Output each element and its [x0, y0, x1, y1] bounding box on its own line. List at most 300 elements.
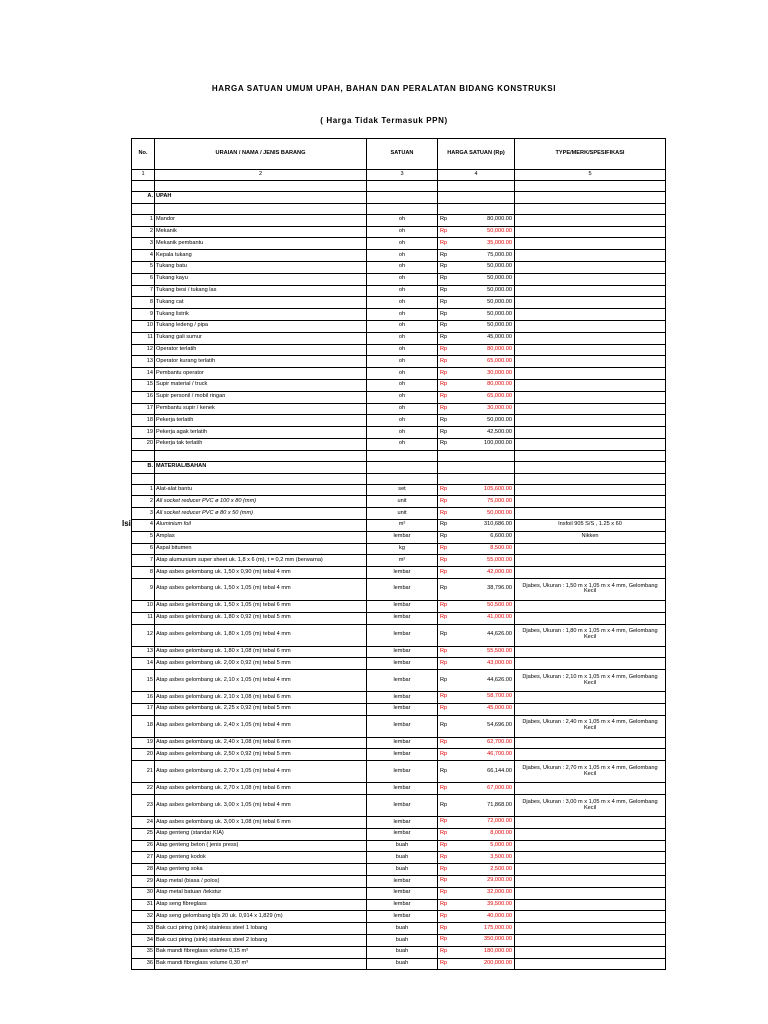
item-description: Bak mandi fibreglass volume 0,30 m³: [155, 958, 367, 970]
item-unit: oh: [367, 297, 438, 309]
table-row: [132, 911, 666, 923]
table-row: [132, 438, 666, 450]
table-row: [132, 320, 666, 332]
item-spec: [515, 379, 666, 391]
price-value: 65,000.00: [487, 393, 512, 400]
price-value: 50,000.00: [487, 509, 512, 516]
item-description: Atap seng fibreglass: [155, 899, 367, 911]
currency-label: Rp: [440, 216, 448, 223]
currency-label: Rp: [440, 631, 448, 638]
currency-label: Rp: [440, 298, 448, 305]
currency-label: Rp: [440, 659, 448, 666]
price-value: 41,000.00: [487, 614, 512, 621]
item-price-cell: [438, 273, 515, 285]
empty-cell: [438, 473, 515, 484]
price-value: 66,144.00: [487, 767, 512, 774]
item-number: 19: [132, 737, 155, 749]
item-spec: [515, 612, 666, 624]
item-price-cell: [438, 344, 515, 356]
price-value: 180,000.00: [484, 948, 512, 955]
item-price-cell: [438, 737, 515, 749]
item-price-cell: [438, 567, 515, 579]
currency-label: Rp: [440, 405, 448, 412]
item-spec: [515, 817, 666, 829]
currency-label: Rp: [440, 263, 448, 270]
price-value: 3,500.00: [490, 853, 512, 860]
item-price-cell: [438, 368, 515, 380]
item-number: 15: [132, 670, 155, 692]
item-spec: [515, 332, 666, 344]
item-price-cell: [438, 864, 515, 876]
currency-label: Rp: [440, 948, 448, 955]
table-row: [132, 876, 666, 888]
item-price-cell: [438, 285, 515, 297]
item-unit: lembar: [367, 703, 438, 715]
item-description: Atap asbes gelombang uk. 2,70 x 1,05 (m) tebal 4 mm: [155, 761, 367, 783]
item-unit: buah: [367, 852, 438, 864]
item-unit: oh: [367, 309, 438, 321]
currency-label: Rp: [440, 889, 448, 896]
price-value: 71,868.00: [487, 801, 512, 808]
item-number: 29: [132, 876, 155, 888]
item-number: 1: [132, 214, 155, 226]
item-number: 2: [132, 226, 155, 238]
item-number: 9: [132, 578, 155, 600]
price-value: 50,000.00: [487, 263, 512, 270]
price-value: 39,500.00: [487, 901, 512, 908]
price-value: 55,500.00: [487, 647, 512, 654]
item-unit: oh: [367, 332, 438, 344]
item-description: Aspal bitumen: [155, 543, 367, 555]
item-description: Atap asbes gelombang uk. 1,80 x 1,05 (m) tebal 4 mm: [155, 624, 367, 646]
item-spec: [515, 391, 666, 403]
item-price-cell: [438, 624, 515, 646]
item-description: Supir material / truck: [155, 379, 367, 391]
item-description: Atap asbes gelombang uk. 2,25 x 0,92 (m) tebal 5 mm: [155, 703, 367, 715]
item-unit: buah: [367, 935, 438, 947]
table-row: [132, 297, 666, 309]
item-spec: [515, 438, 666, 450]
item-description: Atap seng gelombang bjls 20 uk. 0,914 x 1,829 (m): [155, 911, 367, 923]
item-unit: lembar: [367, 670, 438, 692]
item-description: Pembantu supir / kenek: [155, 403, 367, 415]
table-row: [132, 946, 666, 958]
item-price-cell: [438, 783, 515, 795]
item-price-cell: [438, 379, 515, 391]
table-row: [132, 356, 666, 368]
price-value: 67,000.00: [487, 784, 512, 791]
price-value: 58,700.00: [487, 693, 512, 700]
currency-label: Rp: [440, 393, 448, 400]
price-value: 43,000.00: [487, 659, 512, 666]
price-value: 29,000.00: [487, 877, 512, 884]
item-unit: lembar: [367, 749, 438, 761]
currency-label: Rp: [440, 346, 448, 353]
table-row: [132, 612, 666, 624]
item-number: 12: [132, 344, 155, 356]
item-spec: Insfoil 905 S/S , 1.25 x 60: [515, 519, 666, 531]
item-spec: [515, 496, 666, 508]
item-description: Atap asbes gelombang uk. 1,50 x 1,05 (m) tebal 4 mm: [155, 578, 367, 600]
item-unit: buah: [367, 946, 438, 958]
item-number: 1: [132, 484, 155, 496]
table-row: [132, 600, 666, 612]
currency-label: Rp: [440, 602, 448, 609]
item-price-cell: [438, 519, 515, 531]
item-unit: lembar: [367, 761, 438, 783]
item-spec: [515, 309, 666, 321]
item-spec: [515, 403, 666, 415]
empty-cell: [155, 203, 367, 214]
item-number: 20: [132, 438, 155, 450]
item-description: Pekerja agak terlatih: [155, 427, 367, 439]
item-spec: [515, 415, 666, 427]
table-row: [132, 519, 666, 531]
table-row: [132, 403, 666, 415]
item-number: 21: [132, 761, 155, 783]
item-number: 5: [132, 261, 155, 273]
item-description: Tukang ledeng / pipa: [155, 320, 367, 332]
currency-label: Rp: [440, 440, 448, 447]
item-number: 4: [132, 519, 155, 531]
side-mark: Isi: [122, 519, 131, 528]
item-number: 11: [132, 332, 155, 344]
item-number: 10: [132, 320, 155, 332]
price-value: 30,000.00: [487, 369, 512, 376]
item-description: Atap asbes gelombang uk. 2,10 x 1,05 (m) tebal 4 mm: [155, 670, 367, 692]
item-description: Tukang kayu: [155, 273, 367, 285]
item-unit: lembar: [367, 600, 438, 612]
item-spec: [515, 946, 666, 958]
item-spec: [515, 297, 666, 309]
currency-label: Rp: [440, 750, 448, 757]
table-row: [132, 543, 666, 555]
item-price-cell: [438, 415, 515, 427]
item-spec: [515, 427, 666, 439]
currency-label: Rp: [440, 310, 448, 317]
item-number: 8: [132, 297, 155, 309]
empty-cell: [132, 473, 155, 484]
item-unit: oh: [367, 379, 438, 391]
column-number-row: [132, 170, 666, 181]
item-price-cell: [438, 555, 515, 567]
item-number: 12: [132, 624, 155, 646]
section-name: UPAH: [155, 192, 367, 204]
header-description: URAIAN / NAMA / JENIS BARANG: [155, 139, 367, 170]
price-value: 40,000.00: [487, 912, 512, 919]
price-value: 62,700.00: [487, 739, 512, 746]
item-price-cell: [438, 923, 515, 935]
price-value: 6,600.00: [490, 533, 512, 540]
empty-cell: [515, 203, 666, 214]
item-number: 18: [132, 415, 155, 427]
price-table: [131, 138, 666, 970]
price-value: 46,700.00: [487, 750, 512, 757]
item-description: Operator kurang terlatih: [155, 356, 367, 368]
item-spec: [515, 285, 666, 297]
empty-cell: [367, 203, 438, 214]
table-row: [132, 935, 666, 947]
price-value: 50,000.00: [487, 287, 512, 294]
item-unit: unit: [367, 508, 438, 520]
price-value: 80,000.00: [487, 381, 512, 388]
item-description: Tukang gali sumur: [155, 332, 367, 344]
item-description: Bak cuci piring (sink) stainless steel 2 lobang: [155, 935, 367, 947]
item-spec: [515, 250, 666, 262]
table-row: [132, 578, 666, 600]
table-row: [132, 379, 666, 391]
item-spec: [515, 261, 666, 273]
price-value: 80,000.00: [487, 216, 512, 223]
item-number: 22: [132, 783, 155, 795]
document-title: HARGA SATUAN UMUM UPAH, BAHAN DAN PERALATAN BIDANG KONSTRUKSI: [211, 84, 557, 93]
price-value: 55,000.00: [487, 556, 512, 563]
item-description: Atap genteng kodok: [155, 852, 367, 864]
currency-label: Rp: [440, 544, 448, 551]
price-value: 38,796.00: [487, 585, 512, 592]
price-value: 8,000.00: [490, 830, 512, 837]
item-description: Atap asbes gelombang uk. 2,50 x 0,92 (m) tebal 5 mm: [155, 749, 367, 761]
table-row: [132, 624, 666, 646]
item-description: Atap asbes gelombang uk. 1,50 x 1,05 (m) tebal 6 mm: [155, 600, 367, 612]
price-value: 32,000.00: [487, 889, 512, 896]
empty-cell: [438, 192, 515, 204]
item-spec: [515, 911, 666, 923]
item-spec: [515, 887, 666, 899]
item-unit: oh: [367, 391, 438, 403]
item-spec: [515, 935, 666, 947]
table-row: [132, 670, 666, 692]
item-spec: [515, 852, 666, 864]
table-row: [132, 646, 666, 658]
item-description: Pembantu operator: [155, 368, 367, 380]
item-price-cell: [438, 403, 515, 415]
table-row: [132, 415, 666, 427]
table-row: [132, 508, 666, 520]
item-unit: oh: [367, 415, 438, 427]
item-unit: lembar: [367, 624, 438, 646]
item-price-cell: [438, 670, 515, 692]
table-row: [132, 391, 666, 403]
item-description: Mandor: [155, 214, 367, 226]
currency-label: Rp: [440, 767, 448, 774]
item-description: Atap metal batuan /tekstur: [155, 887, 367, 899]
item-number: 19: [132, 427, 155, 439]
item-description: Aluminium foil: [155, 519, 367, 531]
item-unit: lembar: [367, 692, 438, 704]
currency-label: Rp: [440, 585, 448, 592]
column-number: 3: [367, 170, 438, 181]
item-number: 2: [132, 496, 155, 508]
item-number: 25: [132, 828, 155, 840]
price-value: 100,000.00: [484, 440, 512, 447]
item-unit: m²: [367, 519, 438, 531]
blank-row: [132, 473, 666, 484]
currency-label: Rp: [440, 877, 448, 884]
item-number: 34: [132, 935, 155, 947]
item-number: 23: [132, 795, 155, 817]
price-value: 50,000.00: [487, 310, 512, 317]
table-row: [132, 795, 666, 817]
item-description: Mekanik: [155, 226, 367, 238]
item-spec: Djabes, Ukuran : 2,10 m x 1,05 m x 4 mm, Gelombang Kecil: [515, 670, 666, 692]
table-row: [132, 273, 666, 285]
item-number: 36: [132, 958, 155, 970]
header-no: No.: [132, 139, 155, 170]
table-row: [132, 238, 666, 250]
item-unit: oh: [367, 403, 438, 415]
item-price-cell: [438, 946, 515, 958]
item-description: Atap asbes gelombang uk. 2,70 x 1,08 (m) tebal 6 mm: [155, 783, 367, 795]
price-value: 50,000.00: [487, 322, 512, 329]
item-price-cell: [438, 238, 515, 250]
item-unit: oh: [367, 261, 438, 273]
currency-label: Rp: [440, 357, 448, 364]
price-value: 50,000.00: [487, 416, 512, 423]
item-description: Atap asbes gelombang uk. 2,40 x 1,05 (m) tebal 4 mm: [155, 715, 367, 737]
item-number: 6: [132, 273, 155, 285]
item-number: 28: [132, 864, 155, 876]
item-spec: [515, 828, 666, 840]
price-value: 80,000.00: [487, 346, 512, 353]
item-spec: [515, 320, 666, 332]
item-description: Atap asbes gelombang uk. 3,00 x 1,05 (m) tebal 4 mm: [155, 795, 367, 817]
item-description: Atap asbes gelombang uk. 2,40 x 1,08 (m) tebal 6 mm: [155, 737, 367, 749]
item-description: Alat-alat bantu: [155, 484, 367, 496]
currency-label: Rp: [440, 497, 448, 504]
price-value: 50,000.00: [487, 298, 512, 305]
currency-label: Rp: [440, 521, 448, 528]
empty-cell: [438, 181, 515, 192]
empty-cell: [367, 192, 438, 204]
currency-label: Rp: [440, 533, 448, 540]
table-row: [132, 427, 666, 439]
currency-label: Rp: [440, 801, 448, 808]
item-number: 3: [132, 238, 155, 250]
section-code: B.: [132, 461, 155, 473]
item-description: Pekerja tak terlatih: [155, 438, 367, 450]
document-subtitle: ( Harga Tidak Termasuk PPN): [320, 116, 448, 125]
item-price-cell: [438, 887, 515, 899]
empty-cell: [515, 473, 666, 484]
table-row: [132, 923, 666, 935]
table-row: [132, 828, 666, 840]
item-price-cell: [438, 692, 515, 704]
item-price-cell: [438, 761, 515, 783]
currency-label: Rp: [440, 614, 448, 621]
item-number: 32: [132, 911, 155, 923]
table-row: [132, 817, 666, 829]
empty-cell: [132, 450, 155, 461]
currency-label: Rp: [440, 842, 448, 849]
table-row: [132, 692, 666, 704]
price-value: 72,000.00: [487, 818, 512, 825]
item-price-cell: [438, 958, 515, 970]
item-price-cell: [438, 484, 515, 496]
table-row: [132, 332, 666, 344]
table-row: [132, 715, 666, 737]
item-unit: oh: [367, 250, 438, 262]
price-value: 44,626.00: [487, 676, 512, 683]
item-number: 9: [132, 309, 155, 321]
currency-label: Rp: [440, 647, 448, 654]
empty-cell: [515, 192, 666, 204]
price-value: 75,000.00: [487, 497, 512, 504]
table-row: [132, 749, 666, 761]
item-unit: oh: [367, 320, 438, 332]
table-row: [132, 737, 666, 749]
empty-cell: [155, 473, 367, 484]
section-header-row: [132, 192, 666, 204]
price-value: 45,000.00: [487, 334, 512, 341]
price-value: 50,000.00: [487, 228, 512, 235]
item-description: Atap genteng beton ( jenis press): [155, 840, 367, 852]
item-unit: oh: [367, 427, 438, 439]
item-number: 8: [132, 567, 155, 579]
price-value: 65,000.00: [487, 357, 512, 364]
item-price-cell: [438, 427, 515, 439]
item-price-cell: [438, 226, 515, 238]
currency-label: Rp: [440, 960, 448, 967]
price-value: 5,000.00: [490, 842, 512, 849]
item-unit: oh: [367, 438, 438, 450]
currency-label: Rp: [440, 676, 448, 683]
column-number: 2: [155, 170, 367, 181]
table-row: [132, 496, 666, 508]
item-spec: [515, 658, 666, 670]
item-unit: oh: [367, 285, 438, 297]
currency-label: Rp: [440, 287, 448, 294]
item-spec: Djabes, Ukuran : 3,00 m x 1,05 m x 4 mm, Gelombang Kecil: [515, 795, 666, 817]
item-unit: lembar: [367, 567, 438, 579]
item-unit: lembar: [367, 887, 438, 899]
section-header-row: [132, 461, 666, 473]
blank-row: [132, 450, 666, 461]
item-spec: Djabes, Ukuran : 2,40 m x 1,05 m x 4 mm, Gelombang Kecil: [515, 715, 666, 737]
item-unit: kg: [367, 543, 438, 555]
table-row: [132, 344, 666, 356]
currency-label: Rp: [440, 924, 448, 931]
item-unit: m²: [367, 555, 438, 567]
header-row: [132, 139, 666, 170]
empty-cell: [438, 450, 515, 461]
currency-label: Rp: [440, 369, 448, 376]
item-description: All socket reducer PVC ø 80 x 50 (mm): [155, 508, 367, 520]
item-spec: [515, 876, 666, 888]
item-price-cell: [438, 703, 515, 715]
item-unit: buah: [367, 840, 438, 852]
item-number: 17: [132, 403, 155, 415]
table-row: [132, 250, 666, 262]
item-number: 33: [132, 923, 155, 935]
blank-row: [132, 203, 666, 214]
item-spec: [515, 567, 666, 579]
item-description: Atap metal (biasa / polos): [155, 876, 367, 888]
section-name: MATERIAL/BAHAN: [155, 461, 367, 473]
table-row: [132, 864, 666, 876]
item-number: 15: [132, 379, 155, 391]
item-price-cell: [438, 646, 515, 658]
currency-label: Rp: [440, 722, 448, 729]
empty-cell: [515, 181, 666, 192]
item-description: Atap asbes gelombang uk. 2,10 x 1,08 (m) tebal 6 mm: [155, 692, 367, 704]
item-price-cell: [438, 332, 515, 344]
item-unit: lembar: [367, 737, 438, 749]
item-unit: lembar: [367, 911, 438, 923]
item-unit: lembar: [367, 658, 438, 670]
item-unit: lembar: [367, 715, 438, 737]
item-spec: [515, 737, 666, 749]
